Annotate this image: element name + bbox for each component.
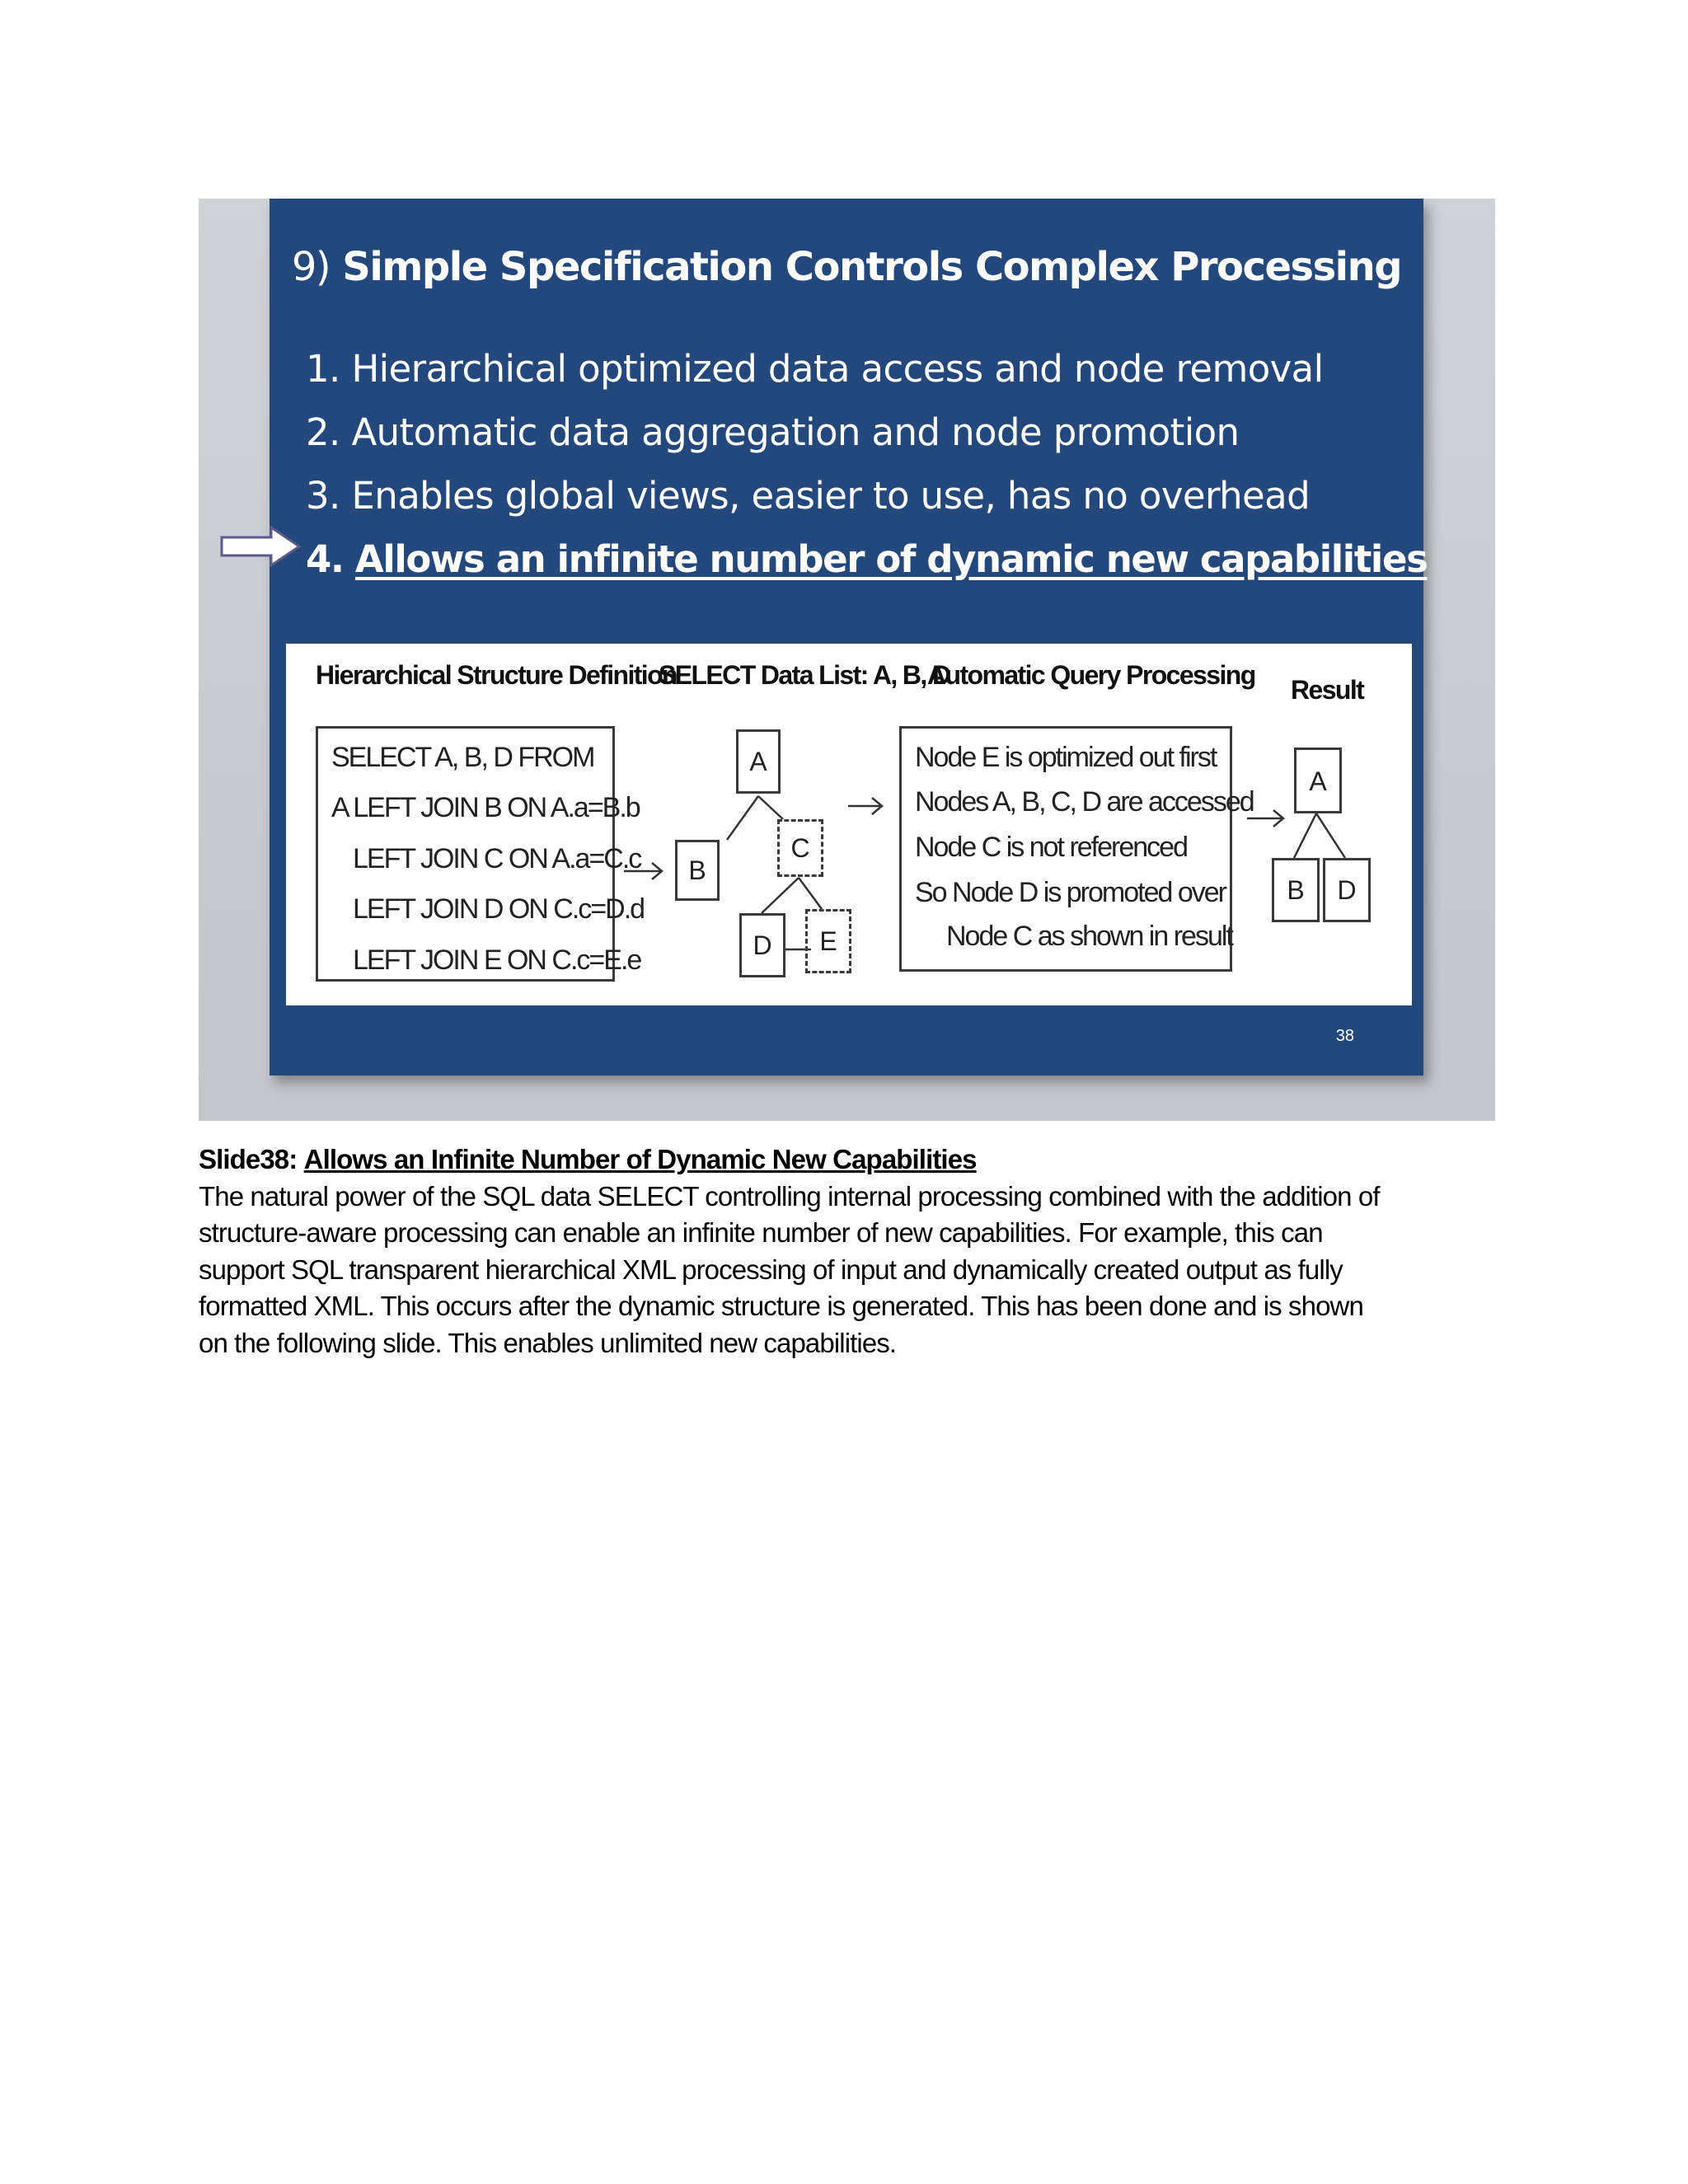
header-select-list: SELECT Data List: A, B, D [659,660,950,690]
processing-line: Node E is optimized out first [915,742,1217,773]
sql-line: SELECT A, B, D FROM [331,742,594,773]
slide-number: 38 [1335,1027,1354,1045]
sql-line: LEFT JOIN D ON C.c=D.d [353,893,645,925]
result-node-d: D [1323,858,1371,922]
pointer-arrow-icon [220,526,302,567]
header-structure-definition: Hierarchical Structure Definition [316,660,677,690]
edge-c-d [762,878,799,913]
caption-title: Allows an Infinite Number of Dynamic New Capabilities [303,1144,977,1174]
result-edge-a-d [1316,813,1345,858]
result-edge-a-b [1294,813,1316,858]
slide-screenshot [199,199,1495,1121]
tree-node-a: A [736,729,781,794]
bullet-item: 3. Enables global views, easier to use, has no overhead [306,474,1311,518]
diagram-panel [286,644,1412,1005]
processing-line: So Node D is promoted over [915,877,1226,908]
slide-title-number: 9) [291,244,331,290]
processing-line: Nodes A, B, C, D are accessed [915,786,1254,818]
header-result: Result [1291,675,1364,705]
processing-line: Node C as shown in result [946,921,1232,952]
bullet-list [306,337,1427,591]
caption-body: The natural power of the SQL data SELECT controlling internal processing combined with the addition of structure-aware processing can enable an infinite number of new capabilities. For example, this can support SQL transparent hierarchical XML processing of input and dynamically created output as fully formatted XML. This occurs after the dynamic structure is generated. This has been done and is shown on the following slide. This enables unlimited new capabilities. [199,1180,1380,1358]
slide-title-text: Simple Specification Controls Complex Processing [342,244,1402,290]
tree-node-e: E [805,909,851,973]
bullet-text: Allows an infinite number of dynamic new capabilities [354,537,1428,581]
slide-caption [199,1141,1517,1361]
edge-c-e [799,878,822,909]
tree-node-c: C [777,819,823,877]
tree-node-b: B [675,840,720,901]
result-node-a: A [1294,748,1342,813]
sql-line: LEFT JOIN C ON A.a=C.c [353,843,641,874]
bullet-item: 1. Hierarchical optimized data access and node removal [306,347,1324,391]
bullet-item-current [306,527,1427,591]
processing-box [899,726,1254,972]
sql-line: LEFT JOIN E ON C.c=E.e [353,944,641,976]
bullet-item: 2. Automatic data aggregation and node promotion [306,410,1240,454]
slide [270,199,1428,1076]
processing-line: Node C is not referenced [915,832,1187,863]
edge-a-b [727,796,758,840]
slide-title [270,244,1423,290]
caption-heading [199,1141,1517,1179]
caption-label: Slide38: [199,1144,298,1174]
tree-node-d: D [739,913,785,977]
header-query-processing: Automatic Query Processing [927,660,1255,690]
sql-line: A LEFT JOIN B ON A.a=B.b [331,792,640,823]
bullet-number: 4. [306,537,344,581]
result-node-b: B [1272,858,1320,922]
edge-a-c [758,796,783,819]
